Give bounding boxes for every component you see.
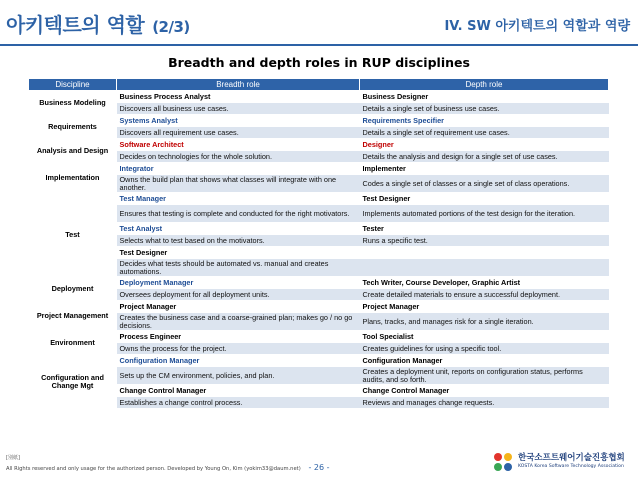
breadth-desc: Selects what to test based on the motivators. — [117, 235, 360, 247]
discipline-cell: Analysis and Design — [29, 139, 117, 163]
kosta-logo — [491, 449, 631, 475]
page-number: - 26 - — [308, 463, 330, 472]
footer-label: [別紙] — [6, 455, 20, 461]
depth-desc: Reviews and manages change requests. — [360, 397, 609, 409]
breadth-desc: Oversees deployment for all deployment units. — [117, 289, 360, 301]
rup-roles-table — [28, 78, 609, 409]
depth-desc: Implements automated portions of the test design for the iteration. — [360, 205, 609, 223]
depth-role: Test Designer — [360, 193, 609, 205]
breadth-desc: Discovers all requirement use cases. — [117, 127, 360, 139]
discipline-cell: Deployment — [29, 277, 117, 301]
column-header-discipline: Discipline — [29, 79, 117, 91]
table-header-row — [29, 79, 609, 91]
depth-desc: Create detailed materials to ensure a successful deployment. — [360, 289, 609, 301]
column-header-depth: Depth role — [360, 79, 609, 91]
depth-role: Tester — [360, 223, 609, 235]
discipline-cell: Test — [29, 193, 117, 277]
slide-title — [6, 9, 190, 38]
depth-role: Requirements Specifier — [360, 115, 609, 127]
slide-title-text: 아키텍트의 역할 — [6, 13, 145, 37]
breadth-desc: Owns the process for the project. — [117, 343, 360, 355]
empty-cell — [360, 259, 609, 277]
breadth-role: Test Manager — [117, 193, 360, 205]
breadth-desc: Establishes a change control process. — [117, 397, 360, 409]
breadth-role: Test Analyst — [117, 223, 360, 235]
breadth-role: Software Architect — [117, 139, 360, 151]
breadth-role: Process Engineer — [117, 331, 360, 343]
footer-copyright: All Rights reserved and only usage for the authorized person. Developed by Young On, Kim (yokim33@daum.net) — [6, 466, 301, 472]
depth-desc: Creates guidelines for using a specific tool. — [360, 343, 609, 355]
table-caption: Breadth and depth roles in RUP disciplines — [168, 55, 470, 70]
logo-korean-name: 한국소프트웨어기술진흥협회 — [518, 453, 625, 463]
breadth-role: Change Control Manager — [117, 385, 360, 397]
depth-desc: Creates a deployment unit, reports on configuration status, performs audits, and so forth. — [360, 367, 609, 385]
breadth-role: Test Designer — [117, 247, 360, 259]
depth-role: Business Designer — [360, 91, 609, 103]
breadth-role: Deployment Manager — [117, 277, 360, 289]
breadth-desc: Ensures that testing is complete and conducted for the right motivators. — [117, 205, 360, 223]
depth-desc: Details a single set of requirement use cases. — [360, 127, 609, 139]
breadth-desc: Decides on technologies for the whole solution. — [117, 151, 360, 163]
table-row — [29, 115, 609, 127]
logo-english-name: KOSTA Korea Software Technology Association — [518, 464, 624, 469]
breadth-role: Business Process Analyst — [117, 91, 360, 103]
depth-desc: Details a single set of business use cases. — [360, 103, 609, 115]
slide-title-part: (2/3) — [152, 18, 190, 36]
empty-cell — [360, 247, 609, 259]
table-row — [29, 355, 609, 367]
breadth-role: Systems Analyst — [117, 115, 360, 127]
depth-role: Change Control Manager — [360, 385, 609, 397]
depth-role: Designer — [360, 139, 609, 151]
depth-role: Project Manager — [360, 301, 609, 313]
section-heading: IV. SW 아키텍트의 역할과 역량 — [444, 19, 630, 34]
table-row — [29, 139, 609, 151]
breadth-desc: Decides what tests should be automated vs. manual and creates automations. — [117, 259, 360, 277]
discipline-cell: Implementation — [29, 163, 117, 193]
table-row — [29, 163, 609, 175]
breadth-role: Integrator — [117, 163, 360, 175]
breadth-desc: Owns the build plan that shows what classes will integrate with one another. — [117, 175, 360, 193]
table-row — [29, 91, 609, 103]
breadth-role: Configuration Manager — [117, 355, 360, 367]
table-row — [29, 331, 609, 343]
depth-desc: Plans, tracks, and manages risk for a single iteration. — [360, 313, 609, 331]
table-row — [29, 193, 609, 205]
breadth-desc: Creates the business case and a coarse-grained plan; makes go / no go decisions. — [117, 313, 360, 331]
kosta-logo-icon — [491, 450, 515, 474]
table-row — [29, 277, 609, 289]
discipline-cell: Requirements — [29, 115, 117, 139]
depth-desc: Details the analysis and design for a single set of use cases. — [360, 151, 609, 163]
discipline-cell: Environment — [29, 331, 117, 355]
column-header-breadth: Breadth role — [117, 79, 360, 91]
discipline-cell: Project Management — [29, 301, 117, 331]
discipline-cell: Business Modeling — [29, 91, 117, 115]
discipline-cell: Configuration and Change Mgt — [29, 355, 117, 409]
header-divider — [0, 44, 638, 46]
table-row — [29, 301, 609, 313]
depth-role: Tech Writer, Course Developer, Graphic Artist — [360, 277, 609, 289]
depth-desc: Runs a specific test. — [360, 235, 609, 247]
depth-role: Configuration Manager — [360, 355, 609, 367]
depth-role: Implementer — [360, 163, 609, 175]
depth-role: Tool Specialist — [360, 331, 609, 343]
depth-desc: Codes a single set of classes or a single set of class operations. — [360, 175, 609, 193]
breadth-desc: Discovers all business use cases. — [117, 103, 360, 115]
breadth-role: Project Manager — [117, 301, 360, 313]
breadth-desc: Sets up the CM environment, policies, and plan. — [117, 367, 360, 385]
